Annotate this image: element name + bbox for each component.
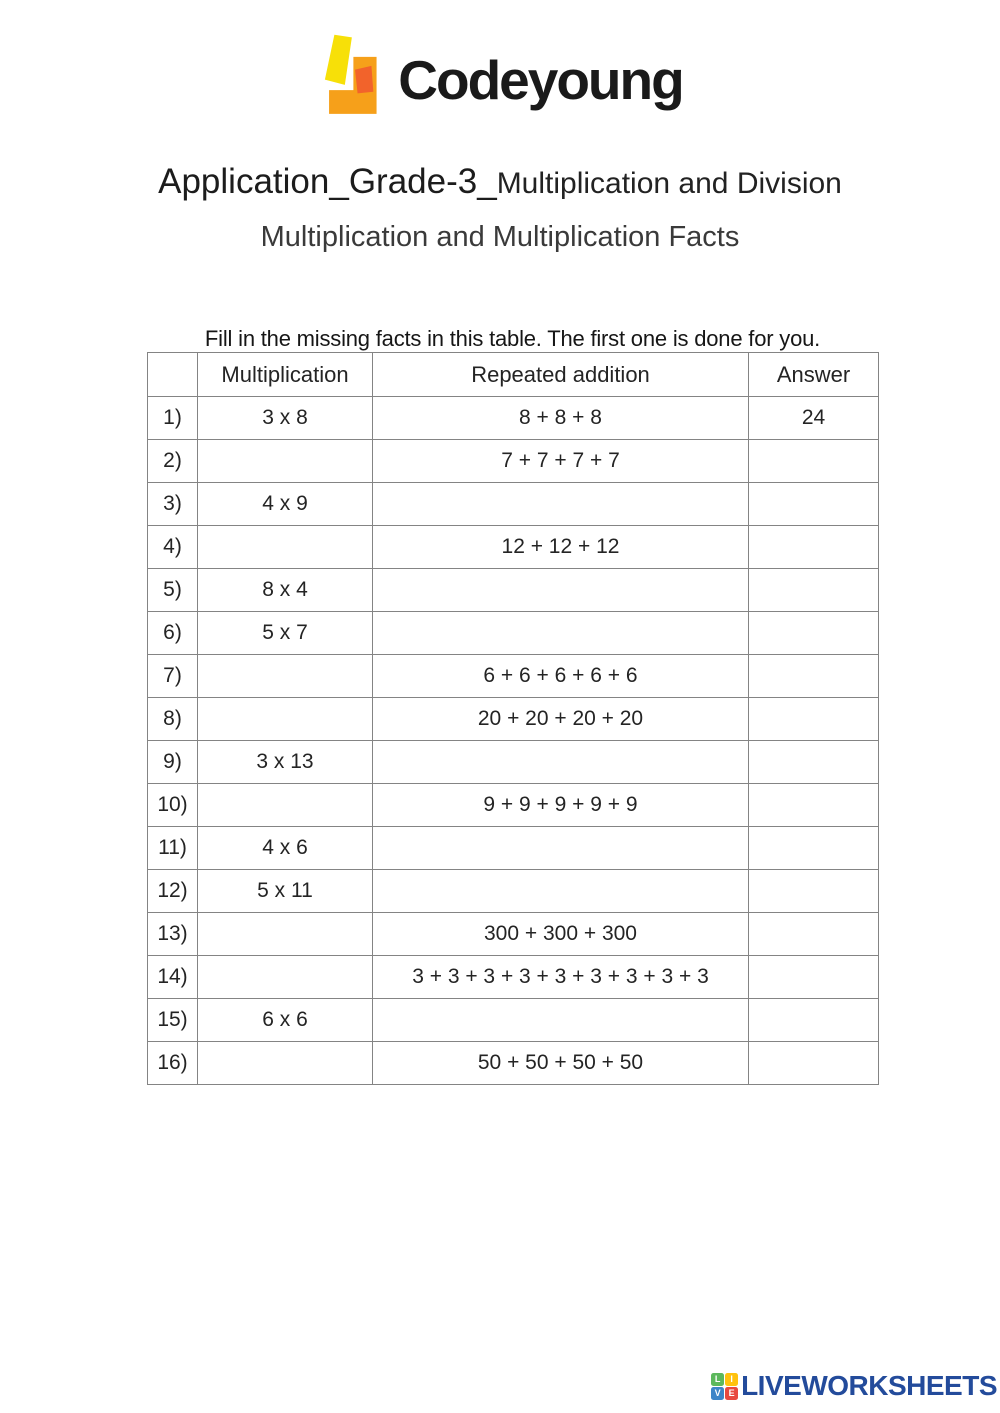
row-number: 5) bbox=[148, 569, 198, 612]
column-header-answer: Answer bbox=[749, 353, 879, 397]
answer-cell[interactable] bbox=[749, 913, 879, 956]
answer-cell[interactable] bbox=[749, 1042, 879, 1085]
table-row bbox=[148, 741, 879, 784]
multiplication-cell[interactable] bbox=[198, 440, 373, 483]
answer-cell[interactable] bbox=[749, 741, 879, 784]
answer-cell[interactable] bbox=[749, 612, 879, 655]
answer-cell[interactable] bbox=[749, 698, 879, 741]
instruction-text: Fill in the missing facts in this table. The first one is done for you. bbox=[204, 326, 821, 351]
answer-cell[interactable] bbox=[749, 827, 879, 870]
table-row bbox=[148, 569, 879, 612]
table-row bbox=[148, 440, 879, 483]
repeated-addition-cell[interactable] bbox=[373, 999, 749, 1042]
repeated-addition-cell: 3 + 3 + 3 + 3 + 3 + 3 + 3 + 3 + 3 bbox=[373, 956, 749, 999]
multiplication-cell[interactable] bbox=[198, 1042, 373, 1085]
multiplication-cell: 5 x 7 bbox=[198, 612, 373, 655]
answer-cell: 24 bbox=[749, 397, 879, 440]
row-number: 15) bbox=[148, 999, 198, 1042]
tile-letter-l: L bbox=[711, 1373, 724, 1386]
answer-cell[interactable] bbox=[749, 440, 879, 483]
answer-cell[interactable] bbox=[749, 999, 879, 1042]
table-row bbox=[148, 483, 879, 526]
column-header-number bbox=[148, 353, 198, 397]
table-row bbox=[148, 956, 879, 999]
tile-letter-e: E bbox=[725, 1387, 738, 1400]
row-number: 10) bbox=[148, 784, 198, 827]
answer-cell[interactable] bbox=[749, 784, 879, 827]
codeyoung-logo bbox=[0, 25, 1000, 130]
table-row bbox=[148, 827, 879, 870]
table-row bbox=[148, 870, 879, 913]
worksheet-table bbox=[147, 352, 879, 1085]
liveworksheets-wordmark: LIVEWORKSHEETS bbox=[741, 1369, 997, 1401]
repeated-addition-cell: 50 + 50 + 50 + 50 bbox=[373, 1042, 749, 1085]
multiplication-cell: 4 x 9 bbox=[198, 483, 373, 526]
answer-cell[interactable] bbox=[749, 569, 879, 612]
liveworksheets-logo bbox=[711, 1371, 997, 1400]
multiplication-cell[interactable] bbox=[198, 698, 373, 741]
table-header-row bbox=[148, 353, 879, 397]
row-number: 6) bbox=[148, 612, 198, 655]
repeated-addition-cell: 9 + 9 + 9 + 9 + 9 bbox=[373, 784, 749, 827]
column-header-repeated-addition: Repeated addition bbox=[373, 353, 749, 397]
table-row bbox=[148, 913, 879, 956]
repeated-addition-cell: 6 + 6 + 6 + 6 + 6 bbox=[373, 655, 749, 698]
multiplication-cell[interactable] bbox=[198, 913, 373, 956]
row-number: 16) bbox=[148, 1042, 198, 1085]
row-number: 4) bbox=[148, 526, 198, 569]
multiplication-cell[interactable] bbox=[198, 655, 373, 698]
repeated-addition-cell: 20 + 20 + 20 + 20 bbox=[373, 698, 749, 741]
repeated-addition-cell: 300 + 300 + 300 bbox=[373, 913, 749, 956]
row-number: 13) bbox=[148, 913, 198, 956]
table-row bbox=[148, 1042, 879, 1085]
title-main: Application_Grade-3_ bbox=[158, 162, 497, 201]
table-row bbox=[148, 612, 879, 655]
row-number: 14) bbox=[148, 956, 198, 999]
repeated-addition-cell[interactable] bbox=[373, 827, 749, 870]
multiplication-cell: 8 x 4 bbox=[198, 569, 373, 612]
codeyoung-wordmark: Codeyoung bbox=[398, 49, 683, 111]
repeated-addition-cell: 12 + 12 + 12 bbox=[373, 526, 749, 569]
table-row bbox=[148, 526, 879, 569]
repeated-addition-cell[interactable] bbox=[373, 870, 749, 913]
repeated-addition-cell[interactable] bbox=[373, 612, 749, 655]
row-number: 12) bbox=[148, 870, 198, 913]
table-row bbox=[148, 698, 879, 741]
row-number: 8) bbox=[148, 698, 198, 741]
row-number: 1) bbox=[148, 397, 198, 440]
table-row bbox=[148, 784, 879, 827]
multiplication-cell: 6 x 6 bbox=[198, 999, 373, 1042]
multiplication-cell[interactable] bbox=[198, 784, 373, 827]
repeated-addition-cell[interactable] bbox=[373, 569, 749, 612]
multiplication-cell: 4 x 6 bbox=[198, 827, 373, 870]
answer-cell[interactable] bbox=[749, 526, 879, 569]
answer-cell[interactable] bbox=[749, 956, 879, 999]
row-number: 11) bbox=[148, 827, 198, 870]
repeated-addition-cell[interactable] bbox=[373, 741, 749, 784]
multiplication-cell[interactable] bbox=[198, 956, 373, 999]
table-row bbox=[148, 655, 879, 698]
title-topic: Multiplication and Division bbox=[496, 167, 842, 200]
page-subtitle: Multiplication and Multiplication Facts bbox=[260, 221, 740, 253]
column-header-multiplication: Multiplication bbox=[198, 353, 373, 397]
repeated-addition-cell[interactable] bbox=[373, 483, 749, 526]
multiplication-cell: 3 x 13 bbox=[198, 741, 373, 784]
liveworksheets-icon bbox=[711, 1373, 738, 1400]
multiplication-cell: 3 x 8 bbox=[198, 397, 373, 440]
repeated-addition-cell: 8 + 8 + 8 bbox=[373, 397, 749, 440]
row-number: 9) bbox=[148, 741, 198, 784]
worksheet-table-body bbox=[148, 397, 879, 1085]
page-title bbox=[0, 162, 1000, 202]
answer-cell[interactable] bbox=[749, 655, 879, 698]
repeated-addition-cell: 7 + 7 + 7 + 7 bbox=[373, 440, 749, 483]
multiplication-cell[interactable] bbox=[198, 526, 373, 569]
answer-cell[interactable] bbox=[749, 483, 879, 526]
multiplication-cell: 5 x 11 bbox=[198, 870, 373, 913]
tile-letter-i: I bbox=[725, 1373, 738, 1386]
row-number: 7) bbox=[148, 655, 198, 698]
table-row bbox=[148, 397, 879, 440]
tile-letter-v: V bbox=[711, 1387, 724, 1400]
row-number: 2) bbox=[148, 440, 198, 483]
table-row bbox=[148, 999, 879, 1042]
row-number: 3) bbox=[148, 483, 198, 526]
answer-cell[interactable] bbox=[749, 870, 879, 913]
